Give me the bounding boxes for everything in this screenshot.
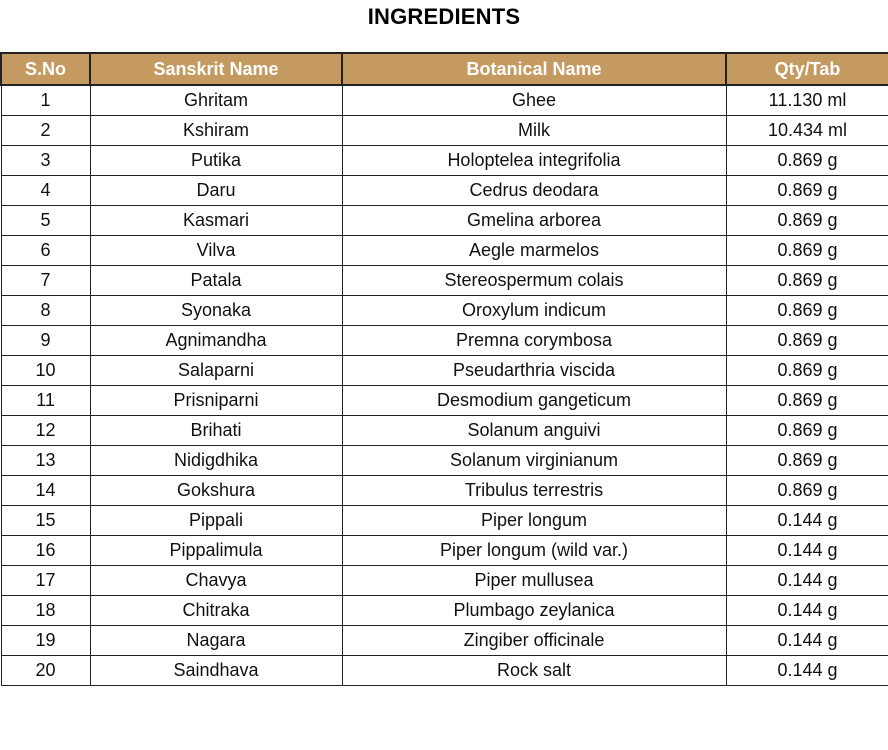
header-qty-per-tab: Qty/Tab [726,53,888,85]
cell-botanical-name: Pseudarthria viscida [342,356,726,386]
cell-qty: 10.434 ml [726,116,888,146]
cell-qty: 0.144 g [726,566,888,596]
cell-sanskrit-name: Saindhava [90,656,342,686]
cell-sanskrit-name: Agnimandha [90,326,342,356]
cell-qty: 0.869 g [726,476,888,506]
table-row [1,506,888,536]
cell-sno: 1 [1,85,90,116]
table-row [1,596,888,626]
cell-botanical-name: Oroxylum indicum [342,296,726,326]
table-row [1,566,888,596]
table-row [1,656,888,686]
ingredients-table [0,52,888,686]
cell-sanskrit-name: Pippalimula [90,536,342,566]
cell-botanical-name: Aegle marmelos [342,236,726,266]
cell-botanical-name: Plumbago zeylanica [342,596,726,626]
cell-sanskrit-name: Syonaka [90,296,342,326]
cell-qty: 0.869 g [726,206,888,236]
cell-sno: 16 [1,536,90,566]
cell-sanskrit-name: Vilva [90,236,342,266]
cell-qty: 0.869 g [726,296,888,326]
cell-sno: 4 [1,176,90,206]
cell-sno: 19 [1,626,90,656]
cell-botanical-name: Zingiber officinale [342,626,726,656]
cell-botanical-name: Piper mullusea [342,566,726,596]
cell-qty: 0.869 g [726,446,888,476]
cell-sanskrit-name: Chavya [90,566,342,596]
table-row [1,356,888,386]
cell-sanskrit-name: Kshiram [90,116,342,146]
cell-qty: 0.869 g [726,386,888,416]
cell-qty: 0.144 g [726,506,888,536]
table-row [1,416,888,446]
cell-qty: 0.144 g [726,656,888,686]
cell-botanical-name: Stereospermum colais [342,266,726,296]
cell-sno: 13 [1,446,90,476]
cell-botanical-name: Holoptelea integrifolia [342,146,726,176]
table-row [1,266,888,296]
header-sanskrit-name: Sanskrit Name [90,53,342,85]
table-row [1,536,888,566]
cell-sanskrit-name: Gokshura [90,476,342,506]
cell-sno: 5 [1,206,90,236]
header-sno: S.No [1,53,90,85]
table-row [1,206,888,236]
table-row [1,116,888,146]
cell-sno: 10 [1,356,90,386]
cell-qty: 11.130 ml [726,85,888,116]
cell-sno: 8 [1,296,90,326]
cell-botanical-name: Solanum anguivi [342,416,726,446]
page-title: INGREDIENTS [367,4,521,29]
cell-sno: 18 [1,596,90,626]
cell-qty: 0.869 g [726,416,888,446]
cell-qty: 0.869 g [726,176,888,206]
cell-sno: 14 [1,476,90,506]
cell-sanskrit-name: Prisniparni [90,386,342,416]
cell-sno: 11 [1,386,90,416]
cell-sanskrit-name: Salaparni [90,356,342,386]
cell-qty: 0.869 g [726,356,888,386]
cell-qty: 0.144 g [726,536,888,566]
cell-botanical-name: Ghee [342,85,726,116]
cell-botanical-name: Gmelina arborea [342,206,726,236]
table-row [1,296,888,326]
cell-sno: 9 [1,326,90,356]
cell-qty: 0.869 g [726,236,888,266]
cell-sanskrit-name: Putika [90,146,342,176]
table-row [1,446,888,476]
cell-sno: 17 [1,566,90,596]
cell-qty: 0.869 g [726,266,888,296]
table-row [1,326,888,356]
cell-sanskrit-name: Daru [90,176,342,206]
cell-botanical-name: Milk [342,116,726,146]
table-row [1,626,888,656]
table-row [1,236,888,266]
table-row [1,476,888,506]
cell-botanical-name: Piper longum [342,506,726,536]
cell-sno: 15 [1,506,90,536]
cell-sno: 20 [1,656,90,686]
cell-botanical-name: Piper longum (wild var.) [342,536,726,566]
cell-botanical-name: Rock salt [342,656,726,686]
table-row [1,146,888,176]
table-header-row [1,53,888,85]
cell-qty: 0.144 g [726,596,888,626]
cell-sanskrit-name: Ghritam [90,85,342,116]
cell-botanical-name: Cedrus deodara [342,176,726,206]
cell-qty: 0.869 g [726,146,888,176]
cell-qty: 0.144 g [726,626,888,656]
cell-sno: 2 [1,116,90,146]
cell-sno: 3 [1,146,90,176]
cell-botanical-name: Desmodium gangeticum [342,386,726,416]
table-row [1,386,888,416]
cell-botanical-name: Tribulus terrestris [342,476,726,506]
cell-sanskrit-name: Kasmari [90,206,342,236]
cell-sanskrit-name: Nagara [90,626,342,656]
cell-botanical-name: Solanum virginianum [342,446,726,476]
header-botanical-name: Botanical Name [342,53,726,85]
cell-sanskrit-name: Chitraka [90,596,342,626]
cell-sno: 6 [1,236,90,266]
cell-botanical-name: Premna corymbosa [342,326,726,356]
cell-qty: 0.869 g [726,326,888,356]
cell-sanskrit-name: Patala [90,266,342,296]
cell-sno: 12 [1,416,90,446]
cell-sno: 7 [1,266,90,296]
cell-sanskrit-name: Nidigdhika [90,446,342,476]
table-row [1,176,888,206]
cell-sanskrit-name: Brihati [90,416,342,446]
cell-sanskrit-name: Pippali [90,506,342,536]
table-row [1,85,888,116]
